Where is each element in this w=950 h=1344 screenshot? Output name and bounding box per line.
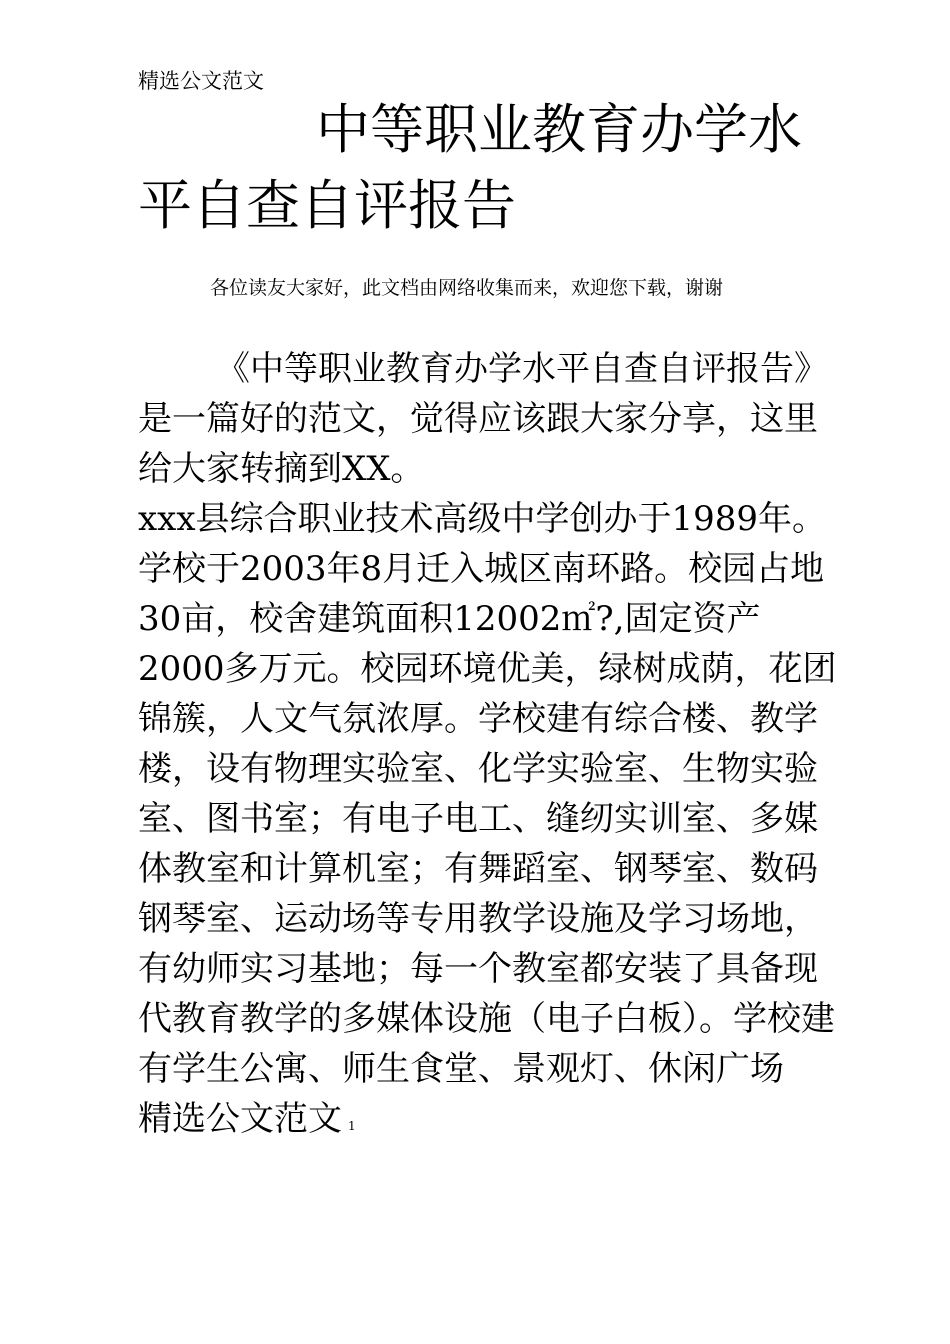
page-number: 1 <box>348 1119 356 1133</box>
document-body <box>138 344 838 1151</box>
main-paragraph <box>138 494 838 1151</box>
title-text: 中等职业教育办学水平自查自评报告 <box>138 98 802 237</box>
page-footer <box>138 1099 356 1139</box>
footer-label: 精选公文范文 <box>138 1099 342 1139</box>
document-title <box>138 92 838 244</box>
main-paragraph-text: xxx县综合职业技术高级中学创办于1989年。学校于2003年8月迁入城区南环路。校园占地30亩，校舍建筑面积12002㎡?,固定资产2000多万元。校园环境优美，绿树成荫，花团锦簇，人文气氛浓厚。学校建有综合楼、教学楼，设有物理实验室、化学实验室、生物实验室、图书室；有电子电工、缝纫实训室、多媒体教室和计算机室；有舞蹈室、钢琴室、数码钢琴室、运动场等专用教学设施及学习场地，有幼师实习基地；每一个教室都安装了具备现代教育教学的多媒体设施（电子白板）。学校建有学生公寓、师生食堂、景观灯、休闲广场 <box>138 499 837 1089</box>
intro-paragraph: 《中等职业教育办学水平自查自评报告》是一篇好的范文，觉得应该跟大家分享，这里给大家转摘到XX。 <box>138 349 828 489</box>
page-header: 精选公文范文 <box>138 69 264 93</box>
greeting-text: 各位读友大家好，此文档由网络收集而来，欢迎您下载，谢谢 <box>210 277 724 299</box>
